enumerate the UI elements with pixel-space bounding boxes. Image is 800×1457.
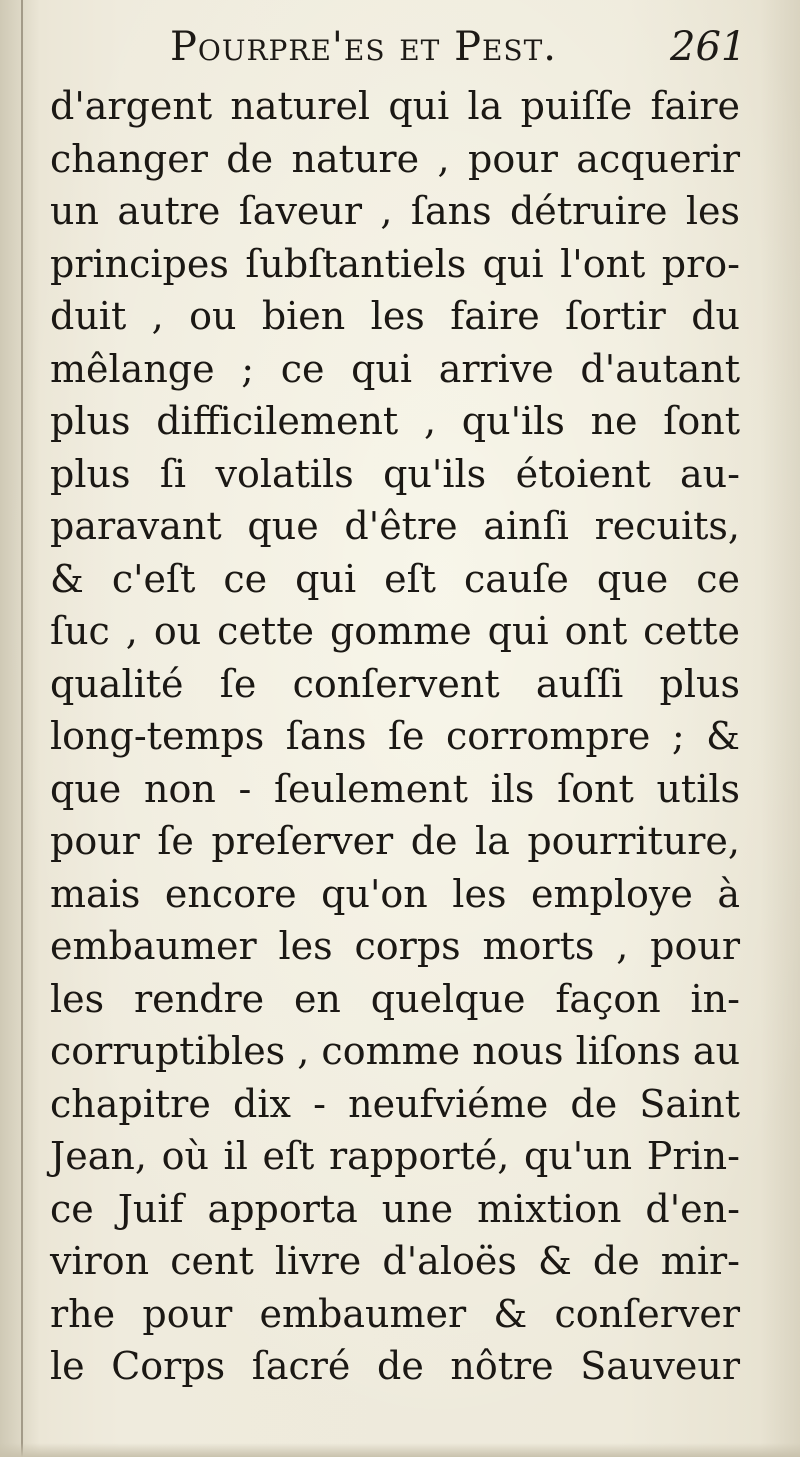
text-line: principes ſubſtantiels qui l'ont pro- (50, 241, 740, 286)
text-line: paravant que d'être ainſi recuits, (50, 504, 740, 548)
text-line: ce Juif apporta une mixtion d'en- (50, 1186, 740, 1231)
text-line: qualité ſe conſervent auſſi plus (50, 661, 740, 706)
page-bottom-edge (0, 1443, 800, 1457)
text-line: chapitre dix - neufviéme de Saint (50, 1081, 740, 1126)
text-line: les rendre en quelque façon in- (50, 976, 740, 1021)
text-line: rhe pour embaumer & conſerver (50, 1291, 740, 1336)
page-number: 261 (670, 24, 747, 70)
binding-gutter-line (21, 0, 23, 1457)
running-title: Pourpre'es et Pest. (170, 24, 557, 70)
page-header (170, 24, 770, 84)
text-line: Jean, où il eſt rapporté, qu'un Prin- (50, 1134, 740, 1178)
text-line: d'argent naturel qui la puiſſe faire (50, 84, 740, 128)
text-line: un autre ſaveur , ſans détruire les (50, 189, 740, 233)
text-line: viron cent livre d'aloës & de mir- (50, 1239, 740, 1283)
text-line: embaumer les corps morts , pour (50, 924, 740, 968)
text-line: changer de nature , pour acquerir (50, 136, 740, 181)
body-text (50, 80, 740, 1393)
text-line: long-temps ſans ſe corrompre ; & (50, 714, 740, 758)
text-line: le Corps ſacré de nôtre Sauveur (50, 1344, 740, 1388)
text-line: pour ſe preſerver de la pourriture, (50, 819, 740, 863)
text-line: ſuc , ou cette gomme qui ont cette (50, 609, 740, 653)
text-line: plus difficilement , qu'ils ne ſont (50, 399, 740, 443)
text-line: mais encore qu'on les employe à (50, 871, 740, 916)
text-line: mêlange ; ce qui arrive d'autant (50, 346, 740, 391)
text-line: duit , ou bien les faire ſortir du (50, 294, 740, 338)
text-line: corruptibles , comme nous liſons au (50, 1029, 741, 1073)
text-line: & c'eſt ce qui eſt cauſe que ce (50, 556, 740, 601)
text-line: que non - ſeulement ils ſont utils (50, 766, 740, 811)
text-line: plus ſi volatils qu'ils étoient au- (50, 451, 740, 496)
